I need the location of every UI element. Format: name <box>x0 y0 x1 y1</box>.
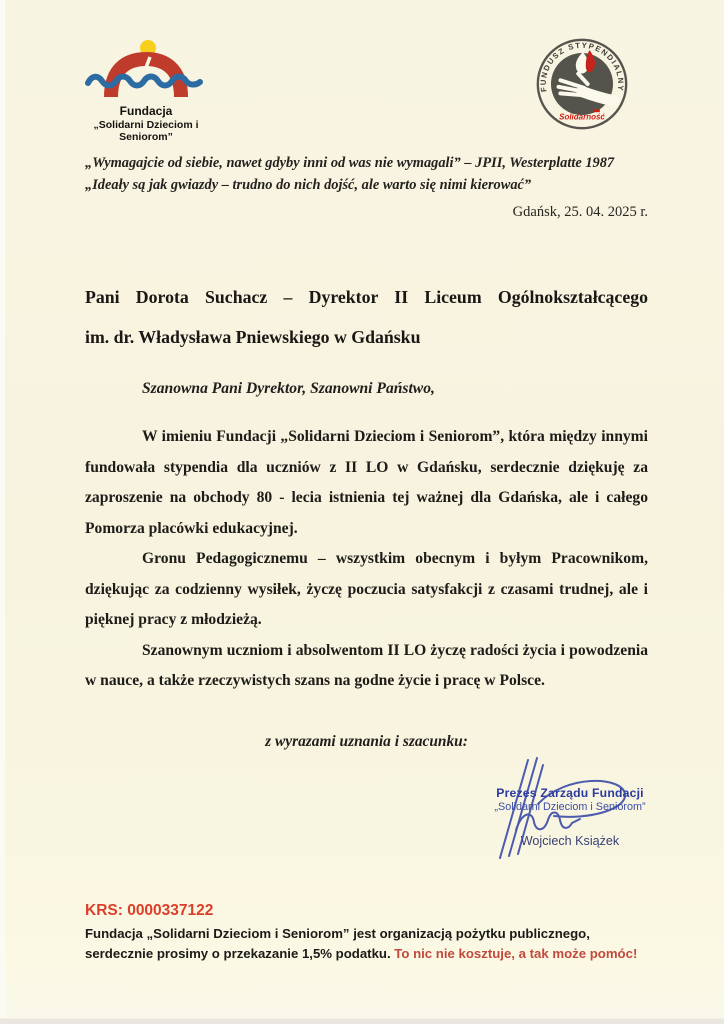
paragraph-2: Gronu Pedagogicznemu – wszystkim obecnym i byłym Pracownikom, dziękując za codzienny wysiłek, życzę poczucia satysfakcji z czasami trudnej, ale i pięknej pracy z młodzieżą. <box>85 550 648 628</box>
foundation-logo <box>82 40 210 143</box>
fundusz-stypendialny-stamp <box>535 37 629 131</box>
signature-name: Wojciech Książek <box>520 834 620 848</box>
date-line: Gdańsk, 25. 04. 2025 r. <box>512 204 648 220</box>
signature-title: Prezes Zarządu Fundacji <box>496 786 644 800</box>
closing-line: z wyrazami uznania i szacunku: <box>265 733 468 750</box>
paragraph-3: Szanownym uczniom i absolwentom II LO życzę radości życia i powodzenia w nauce, a także rzeczywistych szans na godne życie i pracę w Polsce. <box>85 641 648 689</box>
motto-line-2: „Ideały są jak gwiazdy – trudno do nich dojść, ale warto się nimi kierować” <box>85 177 532 193</box>
footer-text <box>85 924 657 963</box>
krs-number: KRS: 0000337122 <box>85 902 214 919</box>
motto-block <box>85 152 663 196</box>
stamp-icon <box>535 37 629 131</box>
signature-block <box>468 786 672 848</box>
foundation-subname: „Solidarni Dzieciom i Seniorom” <box>93 119 199 143</box>
motto-line-1: „Wymagajcie od siebie, nawet gdyby inni od was nie wymagali” – JPII, Westerplatte 1987 <box>85 155 615 171</box>
paragraph-1: W imieniu Fundacji „Solidarni Dzieciom i Seniorom”, która między innymi fundowała stypendia dla uczniów z II LO w Gdańsku, serdecznie dziękuję za zaproszenie na obchody 80 - lecia istnienia tej ważnej dla Gdańska, ale i całego Pomorza placówki edukacyjnej. <box>85 428 648 537</box>
addressee-block <box>85 277 648 357</box>
foundation-name: Fundacja <box>119 104 173 118</box>
scan-edge-bottom <box>0 1018 724 1024</box>
letter-body <box>85 422 648 697</box>
addressee-line-1: Pani Dorota Suchacz – Dyrektor II Liceum Ogólnokształcącego <box>85 287 648 307</box>
foundation-logo-icon <box>84 40 208 98</box>
footer-text-black: Fundacja „Solidarni Dzieciom i Seniorom” jest organizacją pożytku publicznego, serdecznie prosimy o przekazanie 1,5% podatku. <box>85 926 590 961</box>
footer-block <box>85 902 657 963</box>
signature-subtitle: „Solidarni Dzieciom i Seniorom” <box>494 801 646 813</box>
stamp-ring-text: FUNDUSZ STYPENDIALNY <box>538 40 626 93</box>
addressee-line-2: im. dr. Władysława Pniewskiego w Gdańsku <box>85 327 421 347</box>
stamp-banner-text: Solidarność <box>559 112 605 122</box>
footer-text-red: To nic nie kosztuje, a tak może pomóc! <box>394 945 638 961</box>
scan-edge-left <box>0 0 5 1024</box>
salutation: Szanowna Pani Dyrektor, Szanowni Państwo, <box>142 380 435 397</box>
